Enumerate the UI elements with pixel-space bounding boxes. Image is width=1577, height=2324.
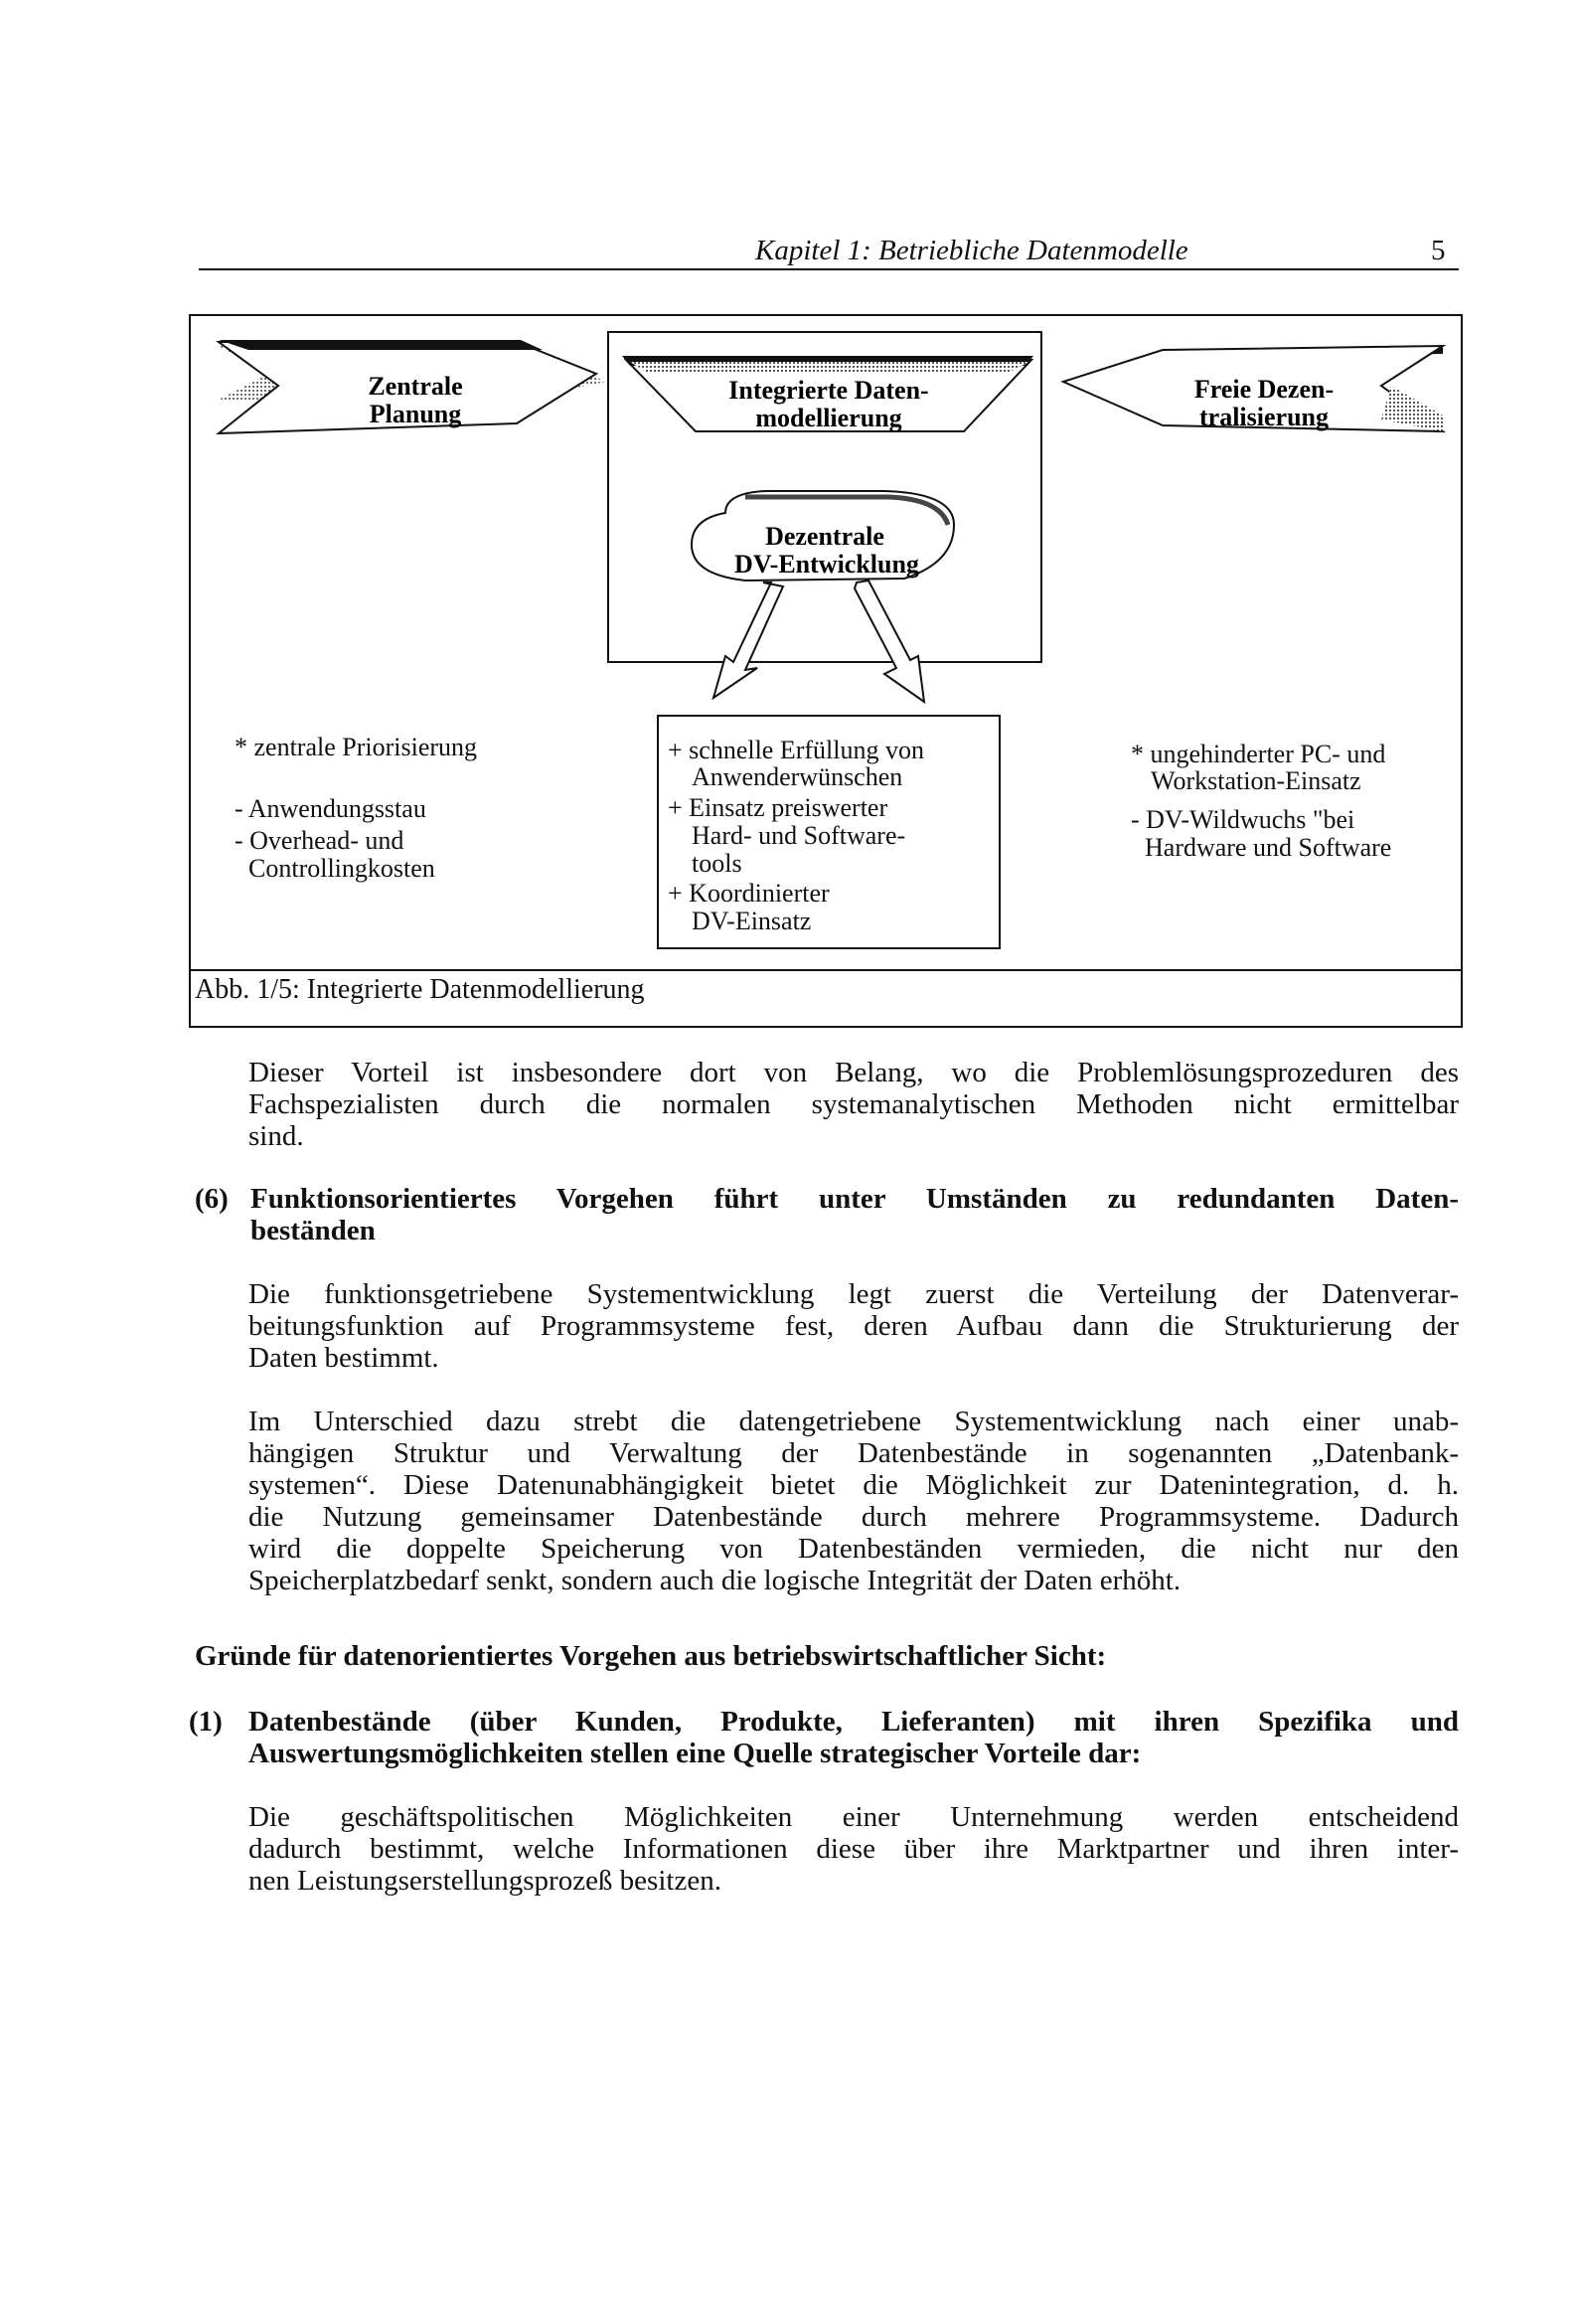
left-list-item-3: - Overhead- und: [235, 826, 404, 855]
center-list-item-6: + Koordinierter: [668, 879, 830, 908]
right-list-item-4: Hardware und Software: [1145, 833, 1392, 862]
paragraph-2: [248, 1278, 1459, 1374]
left-list-item-4: Controllingkosten: [248, 854, 435, 883]
left-chevron-label-line2: Planung: [369, 400, 462, 428]
paragraph-2-line-3: Daten bestimmt.: [248, 1342, 439, 1374]
section-1-heading-line-2: Auswertungsmöglichkeiten stellen eine Quelle strategischer Vorteile dar:: [248, 1738, 1142, 1769]
center-chevron-label-line1: Integrierte Daten-: [728, 376, 929, 405]
running-header-title: Kapitel 1: Betriebliche Datenmodelle: [755, 235, 1188, 266]
paragraph-4: [248, 1801, 1459, 1897]
center-list-item-1: + schnelle Erfüllung von: [668, 736, 924, 764]
paragraph-1-line-2: Fachspezialisten durch die normalen systemanalytischen Methoden nicht ermittelbar: [248, 1088, 1459, 1120]
left-chevron-label-line1: Zentrale: [368, 372, 463, 401]
paragraph-1: [248, 1057, 1459, 1152]
paragraph-2-line-1: Die funktionsgetriebene Systementwicklung legt zuerst die Verteilung der Datenverar-: [248, 1278, 1459, 1310]
header-rule: [199, 268, 1459, 270]
right-list-item-2: Workstation-Einsatz: [1151, 766, 1361, 795]
center-list-item-5: tools: [692, 849, 742, 878]
paragraph-4-line-1: Die geschäftspolitischen Möglichkeiten einer Unternehmung werden entscheidend: [248, 1801, 1459, 1833]
center-list-item-3: + Einsatz preiswerter: [668, 793, 888, 822]
section-6-heading: [250, 1183, 1459, 1246]
section-1-heading: [248, 1706, 1459, 1769]
paragraph-3-line-4: die Nutzung gemeinsamer Datenbestände durch mehrere Programmsysteme. Dadurch: [248, 1501, 1459, 1533]
left-list-item-2: - Anwendungsstau: [235, 794, 426, 823]
section-1-number: (1): [189, 1706, 223, 1738]
right-chevron-label-line1: Freie Dezen-: [1193, 375, 1335, 404]
paragraph-3-line-2: hängigen Struktur und Verwaltung der Datenbestände in sogenannten „Datenbank-: [248, 1437, 1459, 1469]
center-list-item-7: DV-Einsatz: [692, 907, 812, 935]
section-1-heading-line-1: Datenbestände (über Kunden, Produkte, Lieferanten) mit ihren Spezifika und: [248, 1706, 1459, 1738]
paragraph-1-line-1: Dieser Vorteil ist insbesondere dort von Belang, wo die Problemlösungsprozeduren des: [248, 1057, 1459, 1088]
center-list-item-2: Anwenderwünschen: [692, 762, 903, 791]
section-6-heading-line-2: beständen: [250, 1215, 376, 1246]
paragraph-3-line-5: wird die doppelte Speicherung von Datenbeständen vermieden, die nicht nur den: [248, 1533, 1459, 1565]
left-list-item-1: * zentrale Priorisierung: [235, 733, 478, 761]
arrow-down-left-icon: [713, 582, 783, 698]
center-list-item-4: Hard- und Software-: [692, 821, 906, 850]
paragraph-4-line-2: dadurch bestimmt, welche Informationen diese über ihre Marktpartner und ihren inter-: [248, 1833, 1459, 1865]
paragraph-3-line-6: Speicherplatzbedarf senkt, sondern auch die logische Integrität der Daten erhöht.: [248, 1565, 1182, 1596]
paragraph-3-line-1: Im Unterschied dazu strebt die datengetriebene Systementwicklung nach einer unab-: [248, 1406, 1459, 1437]
paragraph-3-line-3: systemen“. Diese Datenunabhängigkeit bietet die Möglichkeit zur Datenintegration, d. h.: [248, 1469, 1459, 1501]
center-chevron-label-line2: modellierung: [755, 404, 902, 432]
section-6-number: (6): [195, 1183, 229, 1215]
center-pill-label-line2: DV-Entwicklung: [734, 550, 919, 579]
subheading: Gründe für datenorientiertes Vorgehen aus betriebswirtschaftlicher Sicht:: [195, 1640, 1107, 1672]
arrow-down-right-icon: [855, 581, 924, 702]
page-number: 5: [1431, 235, 1446, 266]
paragraph-2-line-2: beitungsfunktion auf Programmsysteme fest, deren Aufbau dann die Strukturierung der: [248, 1310, 1459, 1342]
right-chevron-label-line2: tralisierung: [1199, 403, 1329, 431]
paragraph-1-line-3: sind.: [248, 1120, 304, 1152]
paragraph-4-line-3: nen Leistungserstellungsprozeß besitzen.: [248, 1865, 721, 1897]
paragraph-3: [248, 1406, 1459, 1596]
section-6-heading-line-1: Funktionsorientiertes Vorgehen führt unter Umständen zu redundanten Daten-: [250, 1183, 1459, 1215]
right-list-item-3: - DV-Wildwuchs "bei: [1131, 805, 1355, 834]
center-pill-label-line1: Dezentrale: [765, 522, 884, 551]
right-list-item-1: * ungehinderter PC- und: [1131, 740, 1386, 768]
figure-caption: Abb. 1/5: Integrierte Datenmodellierung: [195, 974, 645, 1005]
